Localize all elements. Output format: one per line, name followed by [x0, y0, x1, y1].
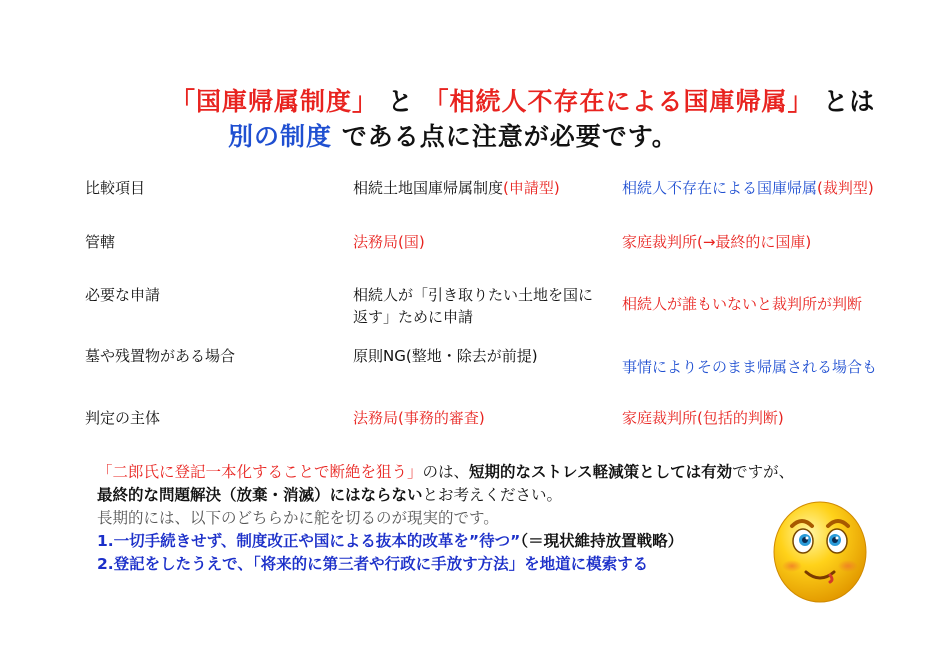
row-jurisdiction-col2: 法務局(国) — [353, 233, 425, 251]
row-decision-col3: 家庭裁判所(包括的判断) — [622, 409, 784, 427]
row-graves-col2: 原則NG(整地・除去が前提) — [353, 347, 538, 365]
table-header-col3 — [622, 177, 922, 199]
note-text: のは、 — [422, 463, 470, 481]
title-connector: と — [387, 87, 414, 116]
smiley-face-icon — [772, 496, 868, 604]
note-emphasis: 最終的な問題解決（放棄・消滅）にはならない — [97, 486, 423, 504]
note-quote: 「二郎氏に登記一本化することで断絶を狙う」 — [97, 463, 423, 481]
table-header-col2 — [353, 177, 613, 199]
row-jurisdiction-col3: 家庭裁判所(→最終的に国庫) — [622, 233, 812, 251]
note-emphasis: 短期的なストレス軽減策としては有効 — [469, 463, 733, 481]
table-header-label: 比較項目 — [85, 179, 146, 197]
advice-note — [97, 461, 794, 576]
option-1-suffix: （＝現状維持放置戦略） — [520, 532, 684, 550]
note-line-3: 長期的には、以下のどちらかに舵を切るのが現実的です。 — [97, 509, 499, 527]
row-graves-col3: 事情によりそのまま帰属される場合も — [622, 358, 878, 376]
row-application-col2: 相続人が「引き取りたい土地を国に返す」ために申請 — [353, 286, 594, 326]
title-suffix: とは — [823, 87, 876, 116]
header-col3-tag: (裁判型) — [817, 179, 874, 197]
row-decision-col2: 法務局(事務的審査) — [353, 409, 485, 427]
header-col2-tag: (申請型) — [503, 179, 560, 197]
page-title-line2 — [228, 117, 678, 153]
title-term-souzokunin-fuzonzai: 「相続人不存在による国庫帰属」 — [423, 87, 814, 116]
note-line-4 — [97, 530, 794, 553]
row-label-decision: 判定の主体 — [85, 409, 161, 427]
note-line-1 — [97, 461, 794, 484]
title-caution-text: である点に注意が必要です。 — [341, 122, 678, 151]
note-line-2 — [97, 484, 794, 507]
option-1-text: 1.一切手続きせず、制度改正や国による抜本的改革を”待つ” — [97, 532, 521, 550]
row-label-application: 必要な申請 — [85, 286, 161, 304]
row-application-col3: 相続人が誰もいないと裁判所が判断 — [622, 295, 863, 313]
row-label-jurisdiction: 管轄 — [85, 233, 116, 251]
note-text: ですが、 — [732, 463, 795, 481]
note-text: とお考えください。 — [422, 486, 563, 504]
option-2-text: 2.登記をしたうえで、「将来的に第三者や行政に手放す方法」を地道に模索する — [97, 555, 649, 573]
page-title-line1 — [170, 82, 875, 118]
row-label-graves: 墓や残置物がある場合 — [85, 347, 236, 365]
header-col3-main: 相続人不存在による国庫帰属 — [622, 179, 818, 197]
header-col2-main: 相続土地国庫帰属制度 — [353, 179, 504, 197]
title-emphasis: 別の制度 — [228, 122, 333, 151]
title-term-kokko-kizoku: 「国庫帰属制度」 — [170, 87, 379, 116]
